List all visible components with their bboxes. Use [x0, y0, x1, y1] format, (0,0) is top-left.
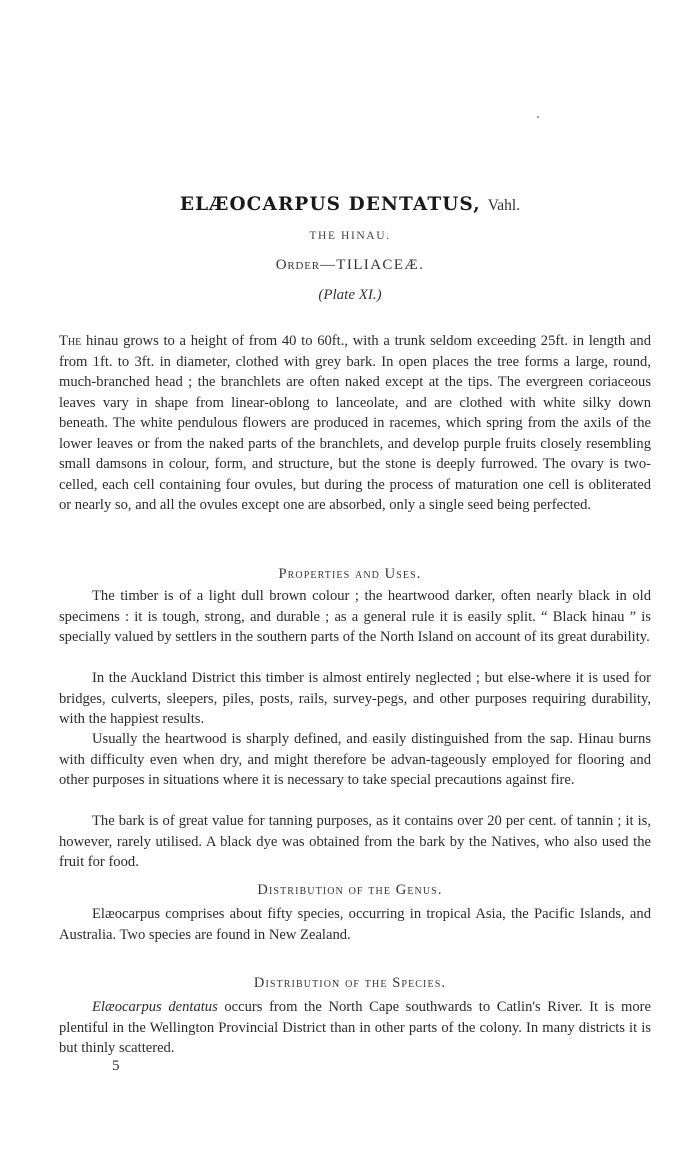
print-speck: [537, 116, 539, 118]
properties-paragraph-2: In the Auckland District this timber is almost entirely neglected ; but else-where it is used for bridges, culverts, sleepers, piles, posts, rails, survey-pegs, and other purposes requiring durability, with the happiest results.: [59, 670, 651, 727]
genus-heading: Distribution of the Genus.: [257, 882, 443, 898]
properties-paragraph-3: Usually the heartwood is sharply defined, and easily distinguished from the sap. Hinau burns with difficulty even when dry, and might therefore be advan-tageously employed for flooring and other purposes in situations where it is necessary to take special precautions against fire.: [59, 731, 651, 788]
order-dash: —: [319, 257, 337, 273]
properties-paragraph-4: The bark is of great value for tanning purposes, as it contains over 20 per cent. of tannin ; it is, however, rarely utilised. A black dye was obtained from the bark by the Natives, who also used the fruit for food.: [59, 813, 651, 870]
common-name: THE HINAU.: [309, 230, 391, 242]
species-name: ELÆOCARPUS DENTATUS,: [179, 194, 481, 215]
species-heading: Distribution of the Species.: [253, 975, 447, 991]
plate-reference: (Plate XI.): [318, 287, 382, 303]
order-name: TILIACEÆ.: [336, 257, 425, 273]
order-line: [0, 257, 700, 274]
properties-paragraph-1: The timber is of a light dull brown colour ; the heartwood darker, often nearly black in old specimens : it is tough, strong, and durable ; as a general rule it is easily split. “ Black hinau ” is specially valued by settlers in the southern parts of the North Island on account of its great durability.: [59, 588, 651, 645]
order-label: Order: [275, 257, 320, 273]
page-number: 5: [112, 1058, 120, 1074]
genus-paragraph: Elæocarpus comprises about fifty species, occurring in tropical Asia, the Pacific Islands, and Australia. Two species are found in New Zealand.: [59, 906, 651, 943]
intro-lead-word: The: [59, 333, 82, 349]
properties-heading: Properties and Uses.: [278, 566, 422, 582]
species-text: occurs from the North Cape southwards to Catlin's River. It is more plentiful in the Wellington Provincial District than in other parts of the colony. In many districts it is but thinly scattered.: [59, 999, 651, 1056]
species-author: Vahl.: [487, 197, 521, 214]
intro-text: hinau grows to a height of from 40 to 60ft., with a trunk seldom exceeding 25ft. in length and from 1ft. to 3ft. in diameter, clothed with grey bark. In open places the tree forms a large, round, much-branched head ; the branchlets are often naked except at the tips. The evergreen coriaceous leaves vary in shape from linear-oblong to lanceolate, and are clothed with white silky down beneath. The white pendulous flowers are produced in racemes, which spring from the axils of the lower leaves or from the naked parts of the branchlets, and develop purple fruits closely resembling small damsons in colour, form, and structure, but the stone is deeply furrowed. The ovary is two-celled, each cell containing four ovules, but during the process of maturation one cell is obliterated or nearly so, and all the ovules except one are absorbed, only a single seed being perfected.: [59, 333, 651, 513]
species-title: [0, 194, 700, 215]
species-name-italic: Elæocarpus dentatus: [92, 999, 218, 1015]
species-paragraph: [59, 997, 651, 1059]
intro-paragraph: [59, 331, 651, 516]
